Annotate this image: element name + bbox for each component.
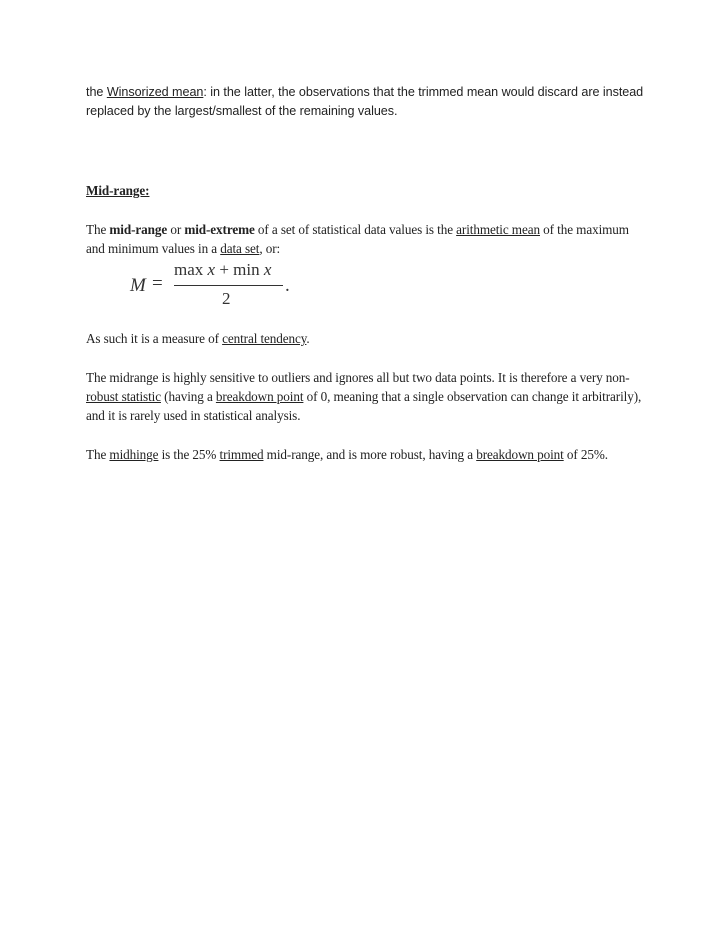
formula-var: x <box>207 260 216 279</box>
term-mid-range: mid-range <box>109 222 168 237</box>
section-heading: Mid-range: <box>86 183 150 198</box>
mid-range-formula <box>86 260 646 320</box>
paragraph-winsorized <box>86 83 646 121</box>
formula-max: max <box>174 260 204 279</box>
text: As such it is a measure of <box>86 331 223 346</box>
text: mid-range, and is more robust, having a <box>263 447 477 462</box>
link-breakdown-point[interactable]: breakdown point <box>215 389 304 404</box>
link-midhinge[interactable]: midhinge <box>109 447 159 462</box>
text: (having a <box>160 389 216 404</box>
formula-denominator: 2 <box>222 289 231 308</box>
text: : in the latter, the observations that the trimmed mean would discard are instead replaced by the largest/smallest of the remaining values. <box>86 85 644 118</box>
link-data-set[interactable]: data set <box>220 241 260 256</box>
link-trimmed[interactable]: trimmed <box>219 447 264 462</box>
link-robust-statistic[interactable]: robust statistic <box>86 389 161 404</box>
text: of a set of statistical data values is the <box>254 222 457 237</box>
formula-plus: + <box>219 260 229 279</box>
document-page <box>86 83 646 464</box>
text: The <box>86 222 110 237</box>
paragraph-sensitive <box>86 368 646 425</box>
formula-min: min <box>233 260 260 279</box>
link-arithmetic-mean[interactable]: arithmetic mean <box>456 222 540 237</box>
formula-var: x <box>263 260 272 279</box>
text: or <box>167 222 185 237</box>
text: , or: <box>259 241 281 256</box>
formula-lhs: M <box>130 275 146 296</box>
paragraph-tendency <box>86 329 646 348</box>
text: of the maximum and minimum values in a <box>86 222 629 256</box>
text: of 25%. <box>563 447 608 462</box>
link-winsorized-mean[interactable]: Winsorized mean <box>106 85 204 99</box>
paragraph-midhinge <box>86 445 646 464</box>
formula-equals: = <box>152 273 163 294</box>
formula-numerator <box>174 260 271 280</box>
link-central-tendency[interactable]: central tendency <box>222 331 307 346</box>
text: is the 25% <box>158 447 220 462</box>
link-breakdown-point[interactable]: breakdown point <box>476 447 564 462</box>
text: The midrange is highly sensitive to outliers and ignores all but two data points. It is therefore a very non- <box>86 370 630 385</box>
text: of 0, meaning that a single observation can change it arbitrarily), and it is rarely used in statistical analysis. <box>86 389 642 423</box>
text: The <box>86 447 110 462</box>
fraction-bar <box>174 285 283 286</box>
formula-period: . <box>285 275 290 296</box>
term-mid-extreme: mid-extreme <box>184 222 255 237</box>
text: the <box>86 85 107 99</box>
paragraph-definition <box>86 220 646 258</box>
text: . <box>306 331 310 346</box>
